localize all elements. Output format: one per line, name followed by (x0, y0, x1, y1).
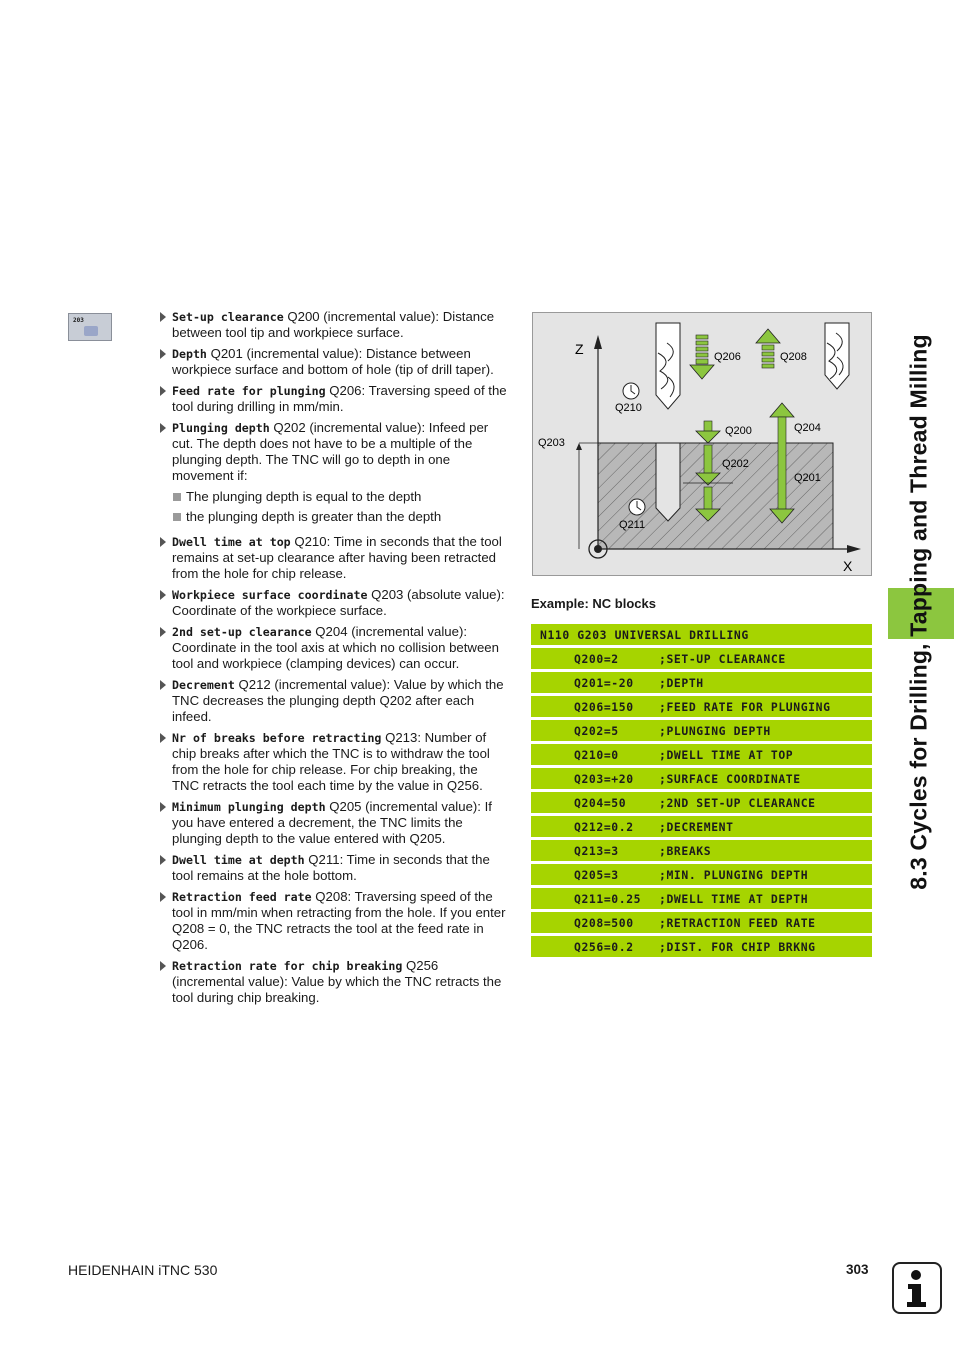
nc-block-row (531, 912, 872, 933)
param-key: Dwell time at top (172, 535, 291, 549)
param-desc: Q204 (incremental value): Coordinate in the tool axis at which no collision between tool and workpiece (clamping devices) can occur. (172, 624, 499, 671)
cycle-number: 203 (73, 317, 84, 324)
param-desc: Q212 (incremental value): Value by which the TNC decreases the plunging depth Q202 after each infeed. (172, 677, 504, 724)
param-key: Plunging depth (172, 421, 270, 435)
param-desc: Q208: Traversing speed of the tool in mm/min when retracting from the hole. If you enter Q208 = 0, the TNC retracts the tool at the feed rate in Q206. (172, 889, 506, 952)
nc-comment: ;SURFACE COORDINATE (659, 772, 801, 786)
bullet-triangle-icon (160, 590, 166, 600)
q208-retract-arrow (756, 329, 780, 368)
param-2nd-setup-clearance (158, 624, 508, 672)
q208-label: Q208 (780, 351, 807, 363)
nc-block-row (531, 768, 872, 789)
nc-block-row (531, 888, 872, 909)
parameter-list (158, 309, 508, 1011)
param-key: Set-up clearance (172, 310, 284, 324)
bullet-triangle-icon (160, 312, 166, 322)
param-key: Dwell time at depth (172, 853, 305, 867)
datum-center (594, 545, 602, 553)
nc-block-row (531, 744, 872, 765)
param-feed-rate-plunging (158, 383, 508, 415)
info-glyph (894, 1264, 940, 1312)
nc-code: Q200=2 (574, 652, 619, 666)
param-desc: Q256 (incremental value): Value by which the TNC retracts the tool during chip breaking. (172, 958, 502, 1005)
page-number: 303 (846, 1262, 869, 1277)
param-key: Minimum plunging depth (172, 800, 326, 814)
bullet-triangle-icon (160, 680, 166, 690)
cycle-shape-icon (84, 326, 98, 336)
nc-block-row (531, 816, 872, 837)
plunging-depth-conditions (158, 489, 508, 525)
x-label: X (843, 558, 853, 574)
list-item (158, 509, 508, 525)
param-desc: Q211: Time in seconds that the tool remains at the hole bottom. (172, 852, 490, 883)
param-key: Workpiece surface coordinate (172, 588, 368, 602)
nc-code: Q211=0.25 (574, 892, 642, 906)
q206-label: Q206 (714, 351, 741, 363)
bullet-triangle-icon (160, 855, 166, 865)
example-title: Example: NC blocks (531, 596, 656, 611)
nc-comment: ;MIN. PLUNGING DEPTH (659, 868, 809, 882)
param-key: Feed rate for plunging (172, 384, 326, 398)
nc-code: Q210=0 (574, 748, 619, 762)
drill-tool-left (656, 323, 680, 409)
param-depth (158, 346, 508, 378)
param-nr-breaks (158, 730, 508, 794)
workpiece (598, 443, 833, 549)
info-icon[interactable] (892, 1262, 942, 1314)
param-dwell-depth (158, 852, 508, 884)
bullet-triangle-icon (160, 349, 166, 359)
nc-block-row (531, 672, 872, 693)
nc-code: Q202=5 (574, 724, 619, 738)
nc-block-row (531, 624, 872, 645)
nc-code: Q203=+20 (574, 772, 634, 786)
z-label: Z (575, 341, 584, 357)
nc-comment: ;DWELL TIME AT DEPTH (659, 892, 809, 906)
param-desc: Q206: Traversing speed of the tool during drilling in mm/min. (172, 383, 507, 414)
z-axis-arrow (594, 335, 602, 349)
nc-comment: ;DIST. FOR CHIP BRKNG (659, 940, 816, 954)
nc-blocks (531, 624, 872, 960)
x-axis-arrow (847, 545, 861, 553)
param-surface-coordinate (158, 587, 508, 619)
nc-comment: ;FEED RATE FOR PLUNGING (659, 700, 831, 714)
bullet-triangle-icon (160, 733, 166, 743)
param-key: Decrement (172, 678, 235, 692)
param-min-plunging-depth (158, 799, 508, 847)
param-desc: Q200 (incremental value): Distance between tool tip and workpiece surface. (172, 309, 495, 340)
param-chip-breaking-retract (158, 958, 508, 1006)
param-desc: Q201 (incremental value): Distance between workpiece surface and bottom of hole (tip of drill taper). (172, 346, 494, 377)
param-key: Retraction rate for chip breaking (172, 959, 403, 973)
q206-feed-arrow (690, 335, 714, 379)
param-desc: Q205 (incremental value): If you have entered a decrement, the TNC limits the plunging depth to the value entered with Q205. (172, 799, 492, 846)
param-retraction-feed (158, 889, 508, 953)
param-plunging-depth (158, 420, 508, 484)
param-key: Retraction feed rate (172, 890, 312, 904)
q200-label: Q200 (725, 425, 752, 437)
q210-label: Q210 (615, 402, 642, 414)
bullet-triangle-icon (160, 537, 166, 547)
param-decrement (158, 677, 508, 725)
nc-comment: ;2ND SET-UP CLEARANCE (659, 796, 816, 810)
q200-arrow (696, 421, 720, 443)
param-dwell-top (158, 534, 508, 582)
bullet-triangle-icon (160, 627, 166, 637)
param-desc: Q203 (absolute value): Coordinate of the workpiece surface. (172, 587, 505, 618)
chapter-title-text: 8.3 Cycles for Drilling, Tapping and Thread Milling (905, 334, 932, 890)
param-key: Nr of breaks before retracting (172, 731, 382, 745)
nc-code: Q213=3 (574, 844, 619, 858)
nc-code: Q212=0.2 (574, 820, 634, 834)
param-desc: Q213: Number of chip breaks after which the TNC is to withdraw the tool from the hole for chip release. For chip breaking, the TNC retracts the tool each time by the value in Q256. (172, 730, 490, 793)
nc-comment: ;BREAKS (659, 844, 712, 858)
nc-code: Q256=0.2 (574, 940, 634, 954)
bullet-triangle-icon (160, 961, 166, 971)
bullet-square-icon (173, 513, 181, 521)
cycle-203-icon (68, 313, 112, 341)
q203-label: Q203 (538, 437, 565, 449)
drilled-hole (656, 443, 680, 521)
nc-code: Q201=-20 (574, 676, 634, 690)
nc-code: Q208=500 (574, 916, 634, 930)
q204-label: Q204 (794, 422, 821, 434)
nc-comment: ;DWELL TIME AT TOP (659, 748, 794, 762)
nc-block-row (531, 696, 872, 717)
nc-block-row (531, 864, 872, 885)
nc-comment: ;PLUNGING DEPTH (659, 724, 771, 738)
nc-comment: ;DEPTH (659, 676, 704, 690)
nc-code: Q205=3 (574, 868, 619, 882)
q203-arrow (576, 443, 582, 450)
list-item-text: The plunging depth is equal to the depth (186, 489, 422, 504)
param-desc: Q202 (incremental value): Infeed per cut. The depth does not have to be a multiple of the plunging depth. The TNC will go to depth in one movement if: (172, 420, 489, 483)
param-setup-clearance (158, 309, 508, 341)
footer-product: HEIDENHAIN iTNC 530 (68, 1262, 218, 1278)
nc-comment: ;SET-UP CLEARANCE (659, 652, 786, 666)
q211-label: Q211 (619, 519, 646, 531)
nc-block-row (531, 840, 872, 861)
param-key: 2nd set-up clearance (172, 625, 312, 639)
bullet-square-icon (173, 493, 181, 501)
q202-label: Q202 (722, 458, 749, 470)
param-desc: Q210: Time in seconds that the tool remains at set-up clearance after having been retracted from the hole for chip release. (172, 534, 502, 581)
nc-block-row (531, 792, 872, 813)
param-key: Depth (172, 347, 207, 361)
nc-block-row (531, 936, 872, 957)
drilling-cycle-diagram (532, 312, 872, 576)
bullet-triangle-icon (160, 892, 166, 902)
bullet-triangle-icon (160, 423, 166, 433)
diagram-svg (533, 313, 871, 575)
q201-label: Q201 (794, 472, 821, 484)
nc-code: N110 G203 UNIVERSAL DRILLING (540, 628, 749, 642)
nc-comment: ;DECREMENT (659, 820, 734, 834)
nc-code: Q204=50 (574, 796, 627, 810)
nc-block-row (531, 720, 872, 741)
nc-comment: ;RETRACTION FEED RATE (659, 916, 816, 930)
chapter-title (886, 312, 952, 912)
drill-tool-right (825, 323, 849, 389)
list-item (158, 489, 508, 505)
bullet-triangle-icon (160, 802, 166, 812)
nc-code: Q206=150 (574, 700, 634, 714)
nc-block-row (531, 648, 872, 669)
bullet-triangle-icon (160, 386, 166, 396)
list-item-text: the plunging depth is greater than the depth (186, 509, 442, 524)
